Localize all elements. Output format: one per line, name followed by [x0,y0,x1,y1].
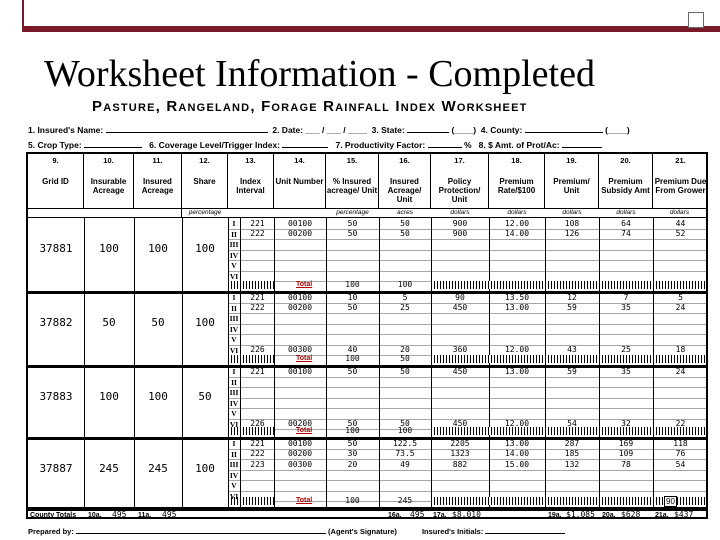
insured-acreage: 245 [148,462,168,475]
premium-due: 5 [678,292,683,302]
pct-insured: 20 [347,459,358,469]
column-header-19 [545,154,599,208]
insured-acreage: 50 [151,316,165,329]
row-line [228,491,708,492]
policy-protection: 450 [452,419,468,428]
premium-due: 54 [675,459,686,469]
pct-insured: 50 [347,229,358,238]
index-interval-roman: II [231,229,237,239]
interval-value: 221 [250,292,265,302]
state-code: (____) [451,125,477,135]
row-line [228,324,708,325]
premium-unit: 287 [564,438,580,448]
pct-insured: 10 [347,292,358,302]
column-number: 20. [620,156,631,165]
premium-unit: 108 [564,218,580,228]
worksheet-title: Pasture, Rangeland, Forage Rainfall Index Worksheet [92,98,528,115]
column-label: Premium/ Unit [553,177,590,195]
total-acres: 100 [397,280,413,289]
interval-value: 222 [250,449,265,458]
percent-sign: % [463,140,472,150]
premium-unit: 185 [564,449,580,458]
row-line [228,260,708,261]
premium-rate: 12.00 [504,345,530,354]
grid-id: 37882 [39,316,73,329]
pct-insured: 50 [347,366,358,376]
column-number: 19. [566,156,577,165]
insured-acres-unit: 50 [400,218,410,228]
unit-number: 00200 [287,449,313,458]
total-10-code: 10a. [88,512,102,519]
subheader-pct-unit: percentage [326,208,379,218]
total-16-value: 495 [410,510,425,519]
grid-id: 37883 [39,390,73,403]
column-number: 15. [346,156,358,165]
prepared-by-field[interactable] [76,526,326,534]
premium-rate: 13.50 [504,292,530,302]
premium-unit: 59 [567,303,577,312]
column-label: Grid ID [42,177,69,186]
total-pct: 100 [345,496,360,505]
policy-protection: 360 [452,345,468,354]
premium-due: 18 [675,345,686,354]
insurable-acreage: 50 [102,316,116,329]
share-value: 100 [195,316,215,329]
unit-number: 00300 [287,459,313,469]
premium-due: 76 [675,449,686,458]
premium-due: 118 [673,438,688,448]
state-field[interactable] [407,124,449,133]
corner-square [688,12,704,28]
total-hatch-right [431,427,706,435]
total-hatch [228,281,274,289]
total-17-code: 17a. [433,512,447,519]
column-number: 17. [454,156,465,165]
insured-name-field[interactable] [106,124,268,133]
premium-unit: 43 [567,345,577,354]
column-label: Policy Protection/ Unit [438,177,481,204]
total-label: Total [296,355,313,362]
insured-acres-unit: 122.5 [392,438,418,448]
column-label: Premium Subsidy Amt [601,177,650,195]
index-interval-roman: I [232,293,236,302]
index-interval-roman: VI [229,271,239,281]
insured-acres-unit: 49 [400,459,410,469]
row-line [228,250,708,251]
subheader-share: percentage [182,208,228,218]
premium-subsidy: 64 [621,218,631,228]
index-interval-roman: IV [229,250,239,260]
index-interval-roman: II [231,303,237,313]
insured-name-label: 1. Insured's Name: [28,125,104,135]
date-label: 2. Date: [272,125,304,135]
insured-acres-unit: 5 [402,292,408,302]
county-label: 4. County: [480,125,523,135]
premium-rate: 15.00 [504,459,530,469]
total-20-value: $628 [621,510,641,519]
total-19-code: 19a. [548,512,562,519]
subheader-dollars-4: dollars [599,208,653,218]
premium-due: 24 [675,303,686,312]
policy-protection: 450 [452,303,468,312]
productivity-label: 7. Productivity Factor: [335,140,426,150]
policy-protection: 2205 [450,438,470,448]
subheader-acres: acres [379,208,431,218]
premium-rate: 14.00 [504,229,530,238]
policy-protection: 450 [452,366,468,376]
index-interval-roman: IV [229,324,239,334]
total-19-value: $1,085 [566,510,595,519]
crop-type-label: 5. Crop Type: [28,140,82,150]
total-10-value: 495 [112,510,127,519]
premium-subsidy: 32 [621,419,631,428]
page-number: 90 [666,497,675,506]
grid-id: 37881 [39,242,73,255]
total-11-code: 11a. [138,512,152,519]
insurable-acreage: 100 [99,242,119,255]
index-interval-roman: I [232,219,236,228]
column-number: 9. [52,156,59,165]
unit-number: 00100 [287,218,313,228]
total-hatch [228,355,274,363]
subheader-dollars-1: dollars [431,208,489,218]
index-interval-roman: II [231,449,237,459]
interval-value: 222 [250,303,265,312]
policy-protection: 882 [452,459,468,469]
productivity-field[interactable] [428,139,462,148]
share-value: 100 [195,462,215,475]
share-value: 100 [195,242,215,255]
index-interval-roman: VI [229,491,239,501]
column-label: Premium Rate/$100 [497,177,536,195]
subheader-dollars-2: dollars [489,208,545,218]
column-number: 16. [399,156,410,165]
coverage-field[interactable] [282,139,328,148]
premium-subsidy: 35 [621,366,631,376]
index-interval-roman: IV [229,470,239,480]
total-16-code: 16a. [388,512,402,519]
pct-insured: 50 [347,419,358,428]
column-number: 21. [675,156,686,165]
total-21-value: $437 [674,510,694,519]
index-interval-roman: III [229,314,239,323]
column-header-17 [431,154,489,208]
premium-rate: 13.00 [504,366,530,376]
column-header-9 [28,154,84,208]
row-line [228,377,708,378]
row-line [228,334,708,335]
header-accent-bar [22,26,720,32]
premium-rate: 12.00 [504,419,530,428]
total-hatch-right [431,281,706,289]
insured-acreage: 100 [148,242,168,255]
worksheet-table [26,152,708,519]
premium-subsidy: 25 [621,345,631,354]
total-17-value: $8,010 [452,510,481,519]
insured-acres-unit: 73.5 [395,449,415,458]
insured-initials-field[interactable] [485,526,565,534]
total-20-code: 20a. [602,512,616,519]
column-label: Insured Acreage/ Unit [387,177,422,204]
row-line [228,408,708,409]
premium-subsidy: 35 [621,303,631,312]
index-interval-roman: IV [229,398,239,408]
premium-unit: 54 [567,419,577,428]
unit-number: 00300 [287,345,313,354]
info-line-1 [28,124,630,135]
premium-due: 44 [675,218,686,228]
index-interval-roman: V [231,335,237,344]
index-interval-roman: III [229,388,239,397]
county-code: (____) [605,125,630,135]
premium-unit: 12 [567,292,577,302]
column-header-10 [84,154,134,208]
column-header-21 [653,154,708,208]
policy-protection: 1323 [450,449,470,458]
unit-number: 00200 [287,229,313,238]
column-label: Index Interval [236,177,265,195]
row-line [228,271,708,272]
premium-subsidy: 74 [621,229,631,238]
column-number: 13. [245,156,256,165]
amount-field[interactable] [562,139,602,148]
column-number: 10. [103,156,114,165]
column-number: 14. [294,156,305,165]
interval-value: 221 [250,366,265,376]
insured-acres-unit: 20 [400,345,410,354]
insured-initials-label: Insured's Initials: [421,527,484,536]
premium-unit: 59 [567,366,577,376]
coverage-label: 6. Coverage Level/Trigger Index: [149,140,281,150]
policy-protection: 90 [455,292,465,302]
total-pct: 100 [345,426,360,435]
index-interval-roman: I [232,439,236,448]
insured-acreage: 100 [148,390,168,403]
index-interval-roman: V [231,261,237,270]
pct-insured: 50 [347,303,358,312]
column-label: % Insured acreage/ Unit [326,177,378,195]
insured-acres-unit: 50 [400,419,410,428]
interval-value: 226 [250,345,265,354]
premium-rate: 13.00 [504,438,530,448]
share-value: 50 [198,390,212,403]
grid-id: 37887 [39,462,73,475]
pct-insured: 50 [347,218,358,228]
premium-rate: 12.00 [504,218,530,228]
column-header-14 [274,154,326,208]
premium-due: 52 [675,229,686,238]
total-acres: 100 [397,426,413,435]
column-header-13 [228,154,274,208]
column-header-20 [599,154,653,208]
total-acres: 50 [400,354,410,363]
index-interval-roman: III [229,240,239,249]
info-line-2 [28,139,602,150]
premium-subsidy: 169 [618,438,634,448]
row-line [228,387,708,388]
row-line [228,470,708,471]
column-header-12 [182,154,228,208]
premium-subsidy: 7 [623,292,629,302]
row-line [228,480,708,481]
unit-number: 00200 [287,419,313,428]
insured-acres-unit: 50 [400,229,410,238]
column-number: 11. [152,156,163,165]
row-line [228,398,708,399]
premium-subsidy: 109 [618,449,634,458]
total-label: Total [296,281,313,288]
index-interval-roman: VI [229,345,239,355]
total-label: Total [296,497,313,504]
index-interval-roman: I [232,367,236,376]
column-label: Share [193,177,216,186]
total-pct: 100 [345,280,360,289]
subheader-dollars-3: dollars [545,208,599,218]
amount-label: 8. $ Amt. of Prot/Ac: [478,140,560,150]
index-interval-roman: V [231,409,237,418]
prepared-by-label: Prepared by: [28,527,74,536]
subheader-blank-2 [228,208,326,218]
column-header-15 [326,154,379,208]
subheader-blank [28,208,182,218]
policy-protection: 900 [452,218,468,228]
totals-separator [28,508,708,511]
premium-due: 24 [675,366,686,376]
premium-unit: 126 [564,229,580,238]
insurable-acreage: 245 [99,462,119,475]
index-interval-roman: III [229,460,239,469]
column-header-16 [379,154,431,208]
interval-value: 221 [250,438,265,448]
premium-rate: 13.00 [504,303,530,312]
footer [28,526,565,536]
state-label: 3. State: [371,125,405,135]
total-11-value: 495 [162,510,177,519]
insurable-acreage: 100 [99,390,119,403]
slide-title: Worksheet Information - Completed [44,53,595,95]
interval-value: 223 [250,459,265,469]
premium-subsidy: 78 [621,459,631,469]
column-label: Insurable Acreage [90,177,127,195]
policy-protection: 900 [452,229,468,238]
subheader-dollars-5: dollars [653,208,706,218]
total-21-code: 21a. [655,512,669,519]
total-hatch-right [431,355,706,363]
interval-value: 222 [250,229,265,238]
county-totals-label: County Totals [30,512,77,519]
index-interval-roman: II [231,377,237,387]
interval-value: 221 [250,218,265,228]
county-field[interactable] [525,124,603,133]
pct-insured: 50 [347,438,358,448]
agent-signature-label: (Agent's Signature) [328,527,397,536]
interval-value: 226 [250,419,265,428]
premium-unit: 132 [564,459,580,469]
date-field[interactable]: ___ / ___ / ____ [305,125,367,135]
crop-type-field[interactable] [84,139,142,148]
column-number: 18. [511,156,522,165]
column-label: Unit Number [275,177,324,186]
total-label: Total [296,427,313,434]
pct-insured: 40 [347,345,358,354]
index-interval-roman: VI [229,419,239,429]
row-line [228,313,708,314]
insured-acres-unit: 25 [400,303,410,312]
unit-number: 00100 [287,438,313,448]
unit-number: 00100 [287,366,313,376]
total-pct: 100 [345,354,360,363]
premium-due: 22 [675,419,686,428]
premium-rate: 14.00 [504,449,530,458]
unit-number: 00200 [287,303,313,312]
column-label: Premium Due From Grower [654,177,707,195]
total-acres: 245 [397,496,413,505]
column-header-11 [134,154,182,208]
unit-number: 00100 [287,292,313,302]
index-interval-roman: V [231,481,237,490]
row-line [228,239,708,240]
insured-acres-unit: 50 [400,366,410,376]
pct-insured: 30 [347,449,358,458]
column-header-18 [489,154,545,208]
column-label: Insured Acreage [141,177,174,195]
column-number: 12. [199,156,210,165]
